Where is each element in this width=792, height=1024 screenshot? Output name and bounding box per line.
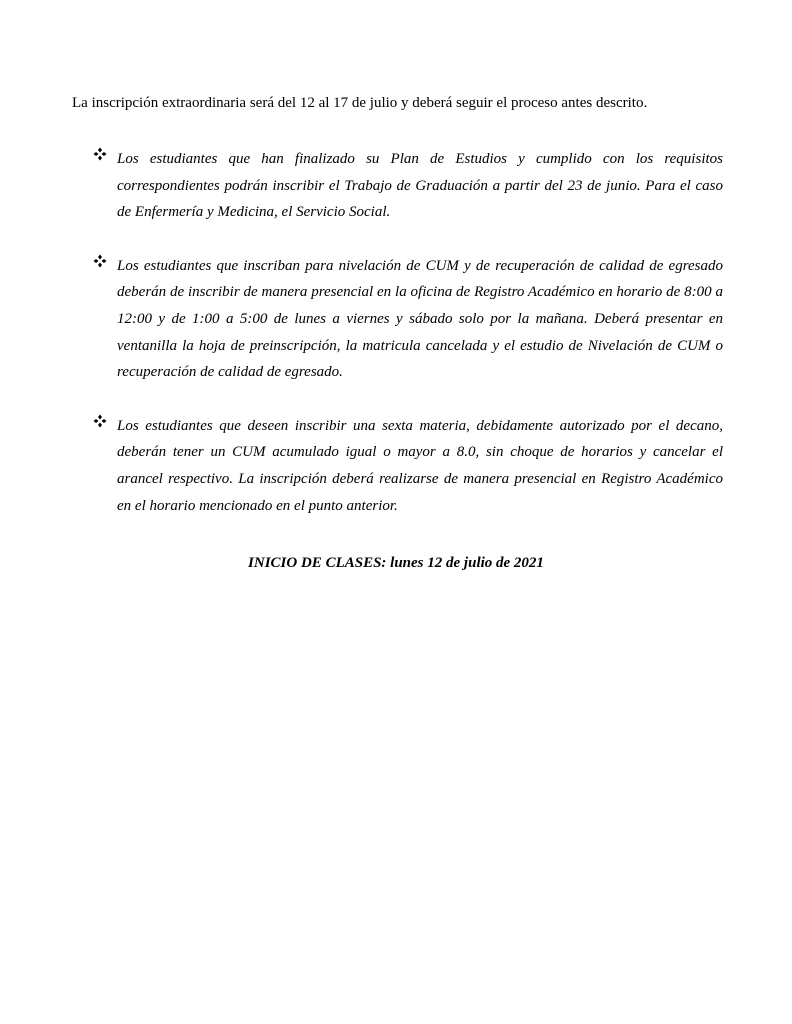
four-diamond-bullet-icon xyxy=(93,254,107,268)
list-item-text: Los estudiantes que inscriban para nivelación de CUM y de recuperación de calidad de egresado deberán de inscribir de manera presencial en la oficina de Registro Académico en horario de 8:00 a 12:00 y de 1:00 a 5:00 de lunes a viernes y sábado solo por la mañana. Deberá presentar en ventanilla la hoja de preinscripción, la matricula cancelada y el estudio de Nivelación de CUM o recuperación de calidad de egresado. xyxy=(117,257,723,381)
list-item-text: Los estudiantes que deseen inscribir una sexta materia, debidamente autorizado por el decano, deberán tener un CUM acumulado igual o mayor a 8.0, sin choque de horarios y cancelar el arancel respectivo. La inscripción deberá realizarse de manera presencial en Registro Académico en el horario mencionado en el punto anterior. xyxy=(117,417,723,514)
list-item-text: Los estudiantes que han finalizado su Plan de Estudios y cumplido con los requisitos correspondientes podrán inscribir el Trabajo de Graduación a partir del 23 de junio. Para el caso de Enfermería y Medicina, el Servicio Social. xyxy=(117,151,723,221)
class-start-heading: INICIO DE CLASES: lunes 12 de julio de 2021 xyxy=(248,555,544,571)
requirements-list xyxy=(93,146,723,546)
four-diamond-bullet-icon xyxy=(93,147,107,161)
list-item xyxy=(93,146,723,226)
list-item xyxy=(93,253,723,386)
four-diamond-bullet-icon xyxy=(93,414,107,428)
list-item xyxy=(93,413,723,519)
intro-paragraph: La inscripción extraordinaria será del 12 al 17 de julio y deberá seguir el proceso antes descrito. xyxy=(72,95,648,111)
